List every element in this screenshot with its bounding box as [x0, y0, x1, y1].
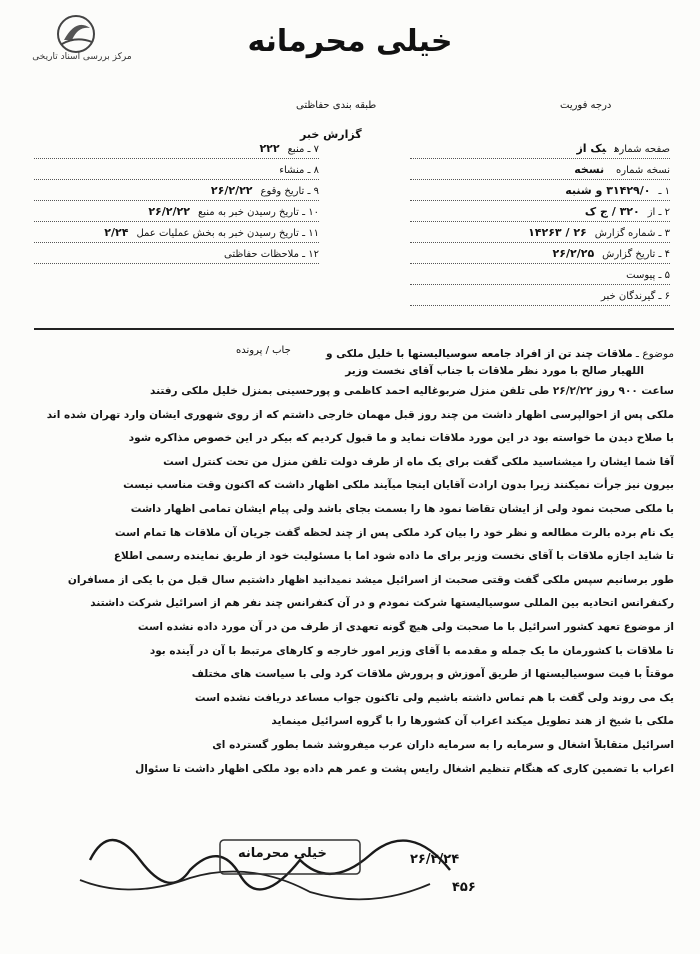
left-field-row: [34, 140, 319, 159]
subject-text: ملاقات چند تن از افراد جامعه سوسیالیستها با خلیل ملکی و: [325, 348, 633, 360]
left-field-label: ۹ ـ تاریخ وقوع: [260, 186, 319, 197]
body-line: اعراب با تضمین کاری که هنگام تنظیم اشغال رایس پشت و عمر هم داده بود ملکی اظهار داشت تا سئوال: [135, 762, 674, 775]
left-field-label: ۱۲ ـ ملاحظات حفاظتی: [224, 249, 319, 260]
right-field-row: [410, 224, 670, 243]
left-field-value: ۲۶/۲/۲۲: [210, 184, 253, 197]
right-field-label: ۶ ـ گیرندگان خبر: [600, 291, 670, 302]
right-field-row: [410, 182, 670, 201]
handwritten-number: ۴۵۶: [452, 880, 476, 895]
document-title: خیلی محرمانه: [247, 24, 453, 59]
right-field-row: [410, 161, 670, 180]
body-line: تا ملاقات با کشورمان ما یک جمله و مقدمه با آقای وزیر امور خارجه و کارهای مرتبط با آن در آینده بود: [149, 644, 674, 657]
right-field-value: یک از: [576, 142, 607, 155]
left-field-value: ۲۲۲: [259, 142, 280, 155]
subject-label: موضوع: [642, 348, 674, 360]
body-line: یک نام برده بالرت مطالعه و نظر خود را بیان کرد ملکی پس از چند لحظه گفت جریان آن ملاقات ها تمام است: [114, 526, 674, 539]
right-field-row: [410, 245, 670, 264]
logo-caption: مرکز بررسی اسناد تاریخی: [32, 52, 132, 62]
left-field-row: [34, 203, 319, 222]
right-field-row: [410, 203, 670, 222]
right-field-label: ۳ ـ شماره گزارش: [594, 228, 670, 239]
left-field-label: ۷ ـ منبع: [287, 144, 319, 155]
body-line: طور برسانیم سپس ملکی گفت وقتی صحبت از اسرائیل میشد نمیدانید اظهار داشتیم سال قبل من با یکی از مسافران: [67, 573, 674, 586]
right-field-value: نسخه: [574, 163, 609, 176]
body-line: موقتاً با فیت سوسیالیستها از طریق آموزش و پرورش ملاقات کرد ولی با سیاست های مختلف: [191, 668, 674, 681]
right-field-label: ۴ ـ تاریخ گزارش: [602, 249, 670, 260]
body-line: ملکی پس از احوالپرسی اظهار داشت من چند روز قبل مهمان خارجی داشتم که از روی شهوری ایشان وارد تهران شده اند: [46, 408, 674, 421]
left-field-label: ۱۰ ـ تاریخ رسیدن خبر به منبع: [197, 207, 319, 218]
left-field-row: [34, 245, 319, 264]
right-field-label: ۲ ـ از: [647, 207, 670, 218]
body-line: اسرائیل متقابلاً اشغال و سرمایه را به سرمایه داران عرب میفروشد شما بطور گسترده ای: [212, 738, 674, 751]
right-field-value: ۳۱۴۲۹/۰ و شنبه: [565, 184, 651, 197]
left-field-row: [34, 182, 319, 201]
urgency-label: درجه فوریت: [560, 100, 612, 111]
left-field-value: ۲۶/۲/۲۲: [148, 205, 190, 218]
left-field-label: ۸ ـ منشاء: [279, 165, 319, 176]
signature-stamp-text: خیلی محرمانه: [238, 846, 327, 861]
right-field-label: صفحه شماره: [614, 144, 670, 155]
right-field-label: ۱ ـ: [658, 186, 670, 197]
archive-logo-icon: [48, 14, 104, 54]
right-field-value: ۳۲۰ / ج ک: [584, 205, 640, 218]
right-field-label: نسخه شماره: [616, 165, 670, 176]
right-field-value: ۲۶ / ۱۴۲۶۳: [528, 226, 587, 239]
subject-text-2: اللهیار صالح با مورد نظر ملاقات با جناب آقای نخست وزیر: [345, 365, 644, 377]
classification-label: طبقه بندی حفاظتی: [296, 100, 377, 111]
right-field-label: ۵ ـ پیوست: [626, 270, 670, 281]
body-line: ملکی با شیخ از هند تطویل میکند اعراب آن کشورها را با گروه اسرائیل مینماید: [271, 715, 674, 728]
header-divider: [34, 328, 674, 330]
body-line: با صلاح دیدن ما خواسته بود در این مورد ملاقات نماید و ما قبول کردیم که بیکر در این خصوص مذاکره شود: [128, 432, 674, 445]
report-body: [34, 380, 674, 781]
body-line: رکنفرانس اتحادیه بین المللی سوسیالیستها شرکت نمودم و در آن کنفرانس چند نفر هم از اسرائیل شرکت داشتند: [90, 597, 674, 610]
left-fields: [34, 140, 319, 266]
report-label: گزارش خبر: [300, 128, 362, 141]
handwritten-date: ۲۶/۲/۲۴: [410, 852, 460, 867]
body-line: تا شاید اجازه ملاقات با آقای نخست وزیر برای ما داده شود اما با مسئولیت خود از طریق نماینده رسمی اطلاع: [113, 550, 674, 563]
body-line: آقا شما ایشان را میشناسید ملکی گفت برای یک ماه از طرف دولت تلفن منزل من تحت کنترل است: [163, 455, 674, 468]
left-field-label: ۱۱ ـ تاریخ رسیدن خبر به بخش عملیات عمل: [136, 228, 319, 239]
body-line: با ملکی صحبت نمود ولی از ایشان تقاضا نمود ها را بسمت بجای باشد ولی پیام ایشان تمامی اظهار داشت: [130, 502, 674, 515]
right-field-row: [410, 287, 670, 306]
copy-to-label: جاب / پرونده: [236, 345, 291, 356]
right-field-value: ۲۶/۲/۲۵: [552, 247, 595, 260]
left-field-row: [34, 161, 319, 180]
right-field-row: [410, 140, 670, 159]
subject-block: موضوع ـ ملاقات چند تن از افراد جامعه سوسیالیستها با خلیل ملکی و اللهیار صالح با مورد نظر ملاقات با جناب آقای نخست وزیر: [325, 348, 674, 377]
body-line: بیرون نیز جرأت نمیکنند زیرا بدون ارادت آقایان اینجا میآیند ملکی اظهار داشت که اکنون وقت مناسب نیست: [123, 479, 674, 492]
body-line: یک می روند ولی گفت با هم تماس داشته باشیم ولی تاکنون جواب مساعد دریافت نشده است: [194, 691, 674, 704]
left-field-value: ۲/۲۴: [104, 226, 129, 239]
right-fields: [410, 140, 670, 308]
left-field-row: [34, 224, 319, 243]
body-line: از موضوع تعهد کشور اسرائیل با ما صحبت ولی هیچ گونه تعهدی از طرف من در آن مورد داده نشده است: [137, 620, 674, 633]
right-field-row: [410, 266, 670, 285]
body-line: ساعت ۹۰۰ روز ۲۶/۲/۲۲ طی تلفن منزل ضربوغالیه احمد کاظمی و پورحسینی بمنزل خلیل ملکی رفتند: [150, 385, 674, 397]
